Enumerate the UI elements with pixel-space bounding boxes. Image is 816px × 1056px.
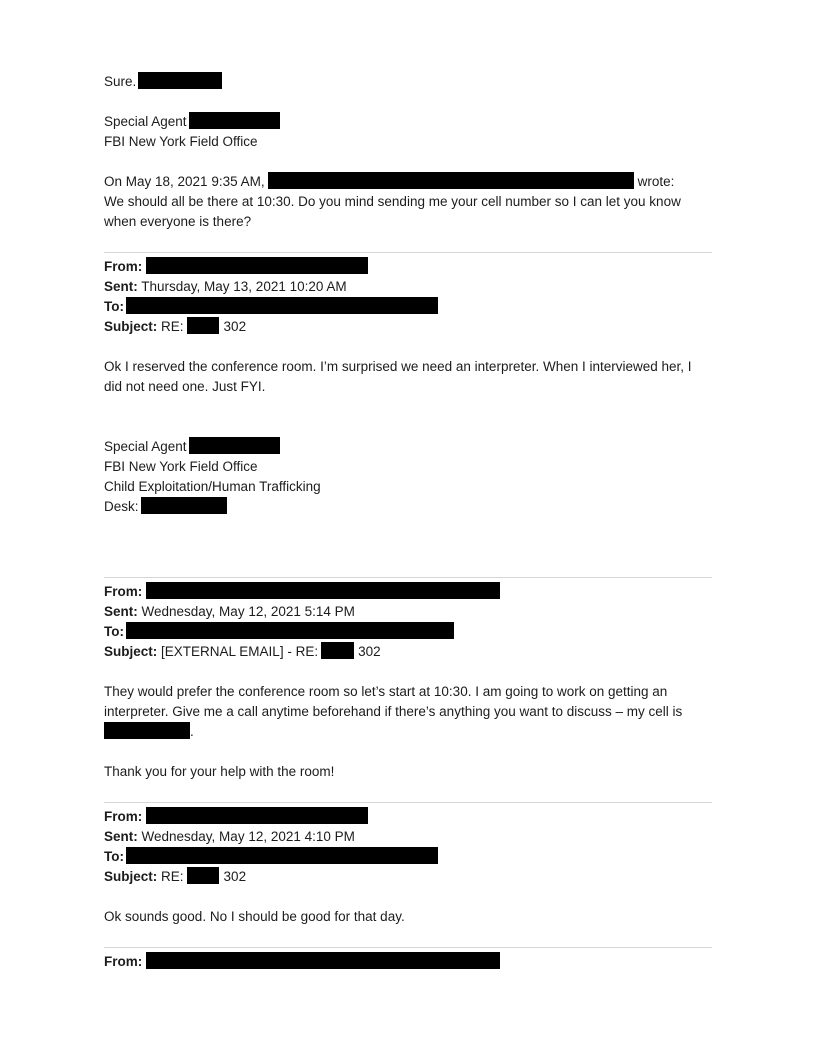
email3-sent bbox=[104, 827, 355, 847]
sent-label: Sent: bbox=[104, 279, 138, 294]
email1-subject bbox=[104, 317, 246, 337]
email3-from bbox=[104, 807, 368, 827]
divider bbox=[104, 252, 712, 253]
email1-sent bbox=[104, 277, 347, 297]
email2-sent bbox=[104, 602, 355, 622]
subject-prefix: RE: bbox=[161, 319, 184, 334]
to-label: To: bbox=[104, 299, 124, 314]
redaction-block bbox=[104, 722, 190, 739]
from-label: From: bbox=[104, 259, 143, 274]
sig-desk-label: Desk: bbox=[104, 499, 139, 514]
signature-title: Special Agent bbox=[104, 114, 187, 129]
email1-sig-title-line bbox=[104, 437, 280, 457]
redaction-block bbox=[138, 72, 222, 89]
redaction-block bbox=[268, 172, 634, 189]
redaction-block bbox=[187, 867, 219, 884]
to-label: To: bbox=[104, 624, 124, 639]
sent-value: Thursday, May 13, 2021 10:20 AM bbox=[141, 279, 347, 294]
sent-value: Wednesday, May 12, 2021 5:14 PM bbox=[141, 604, 355, 619]
greeting-line bbox=[104, 72, 222, 92]
email1-sig-office: FBI New York Field Office bbox=[104, 459, 258, 474]
subject-label: Subject: bbox=[104, 869, 158, 884]
quote-intro-suffix: wrote: bbox=[637, 174, 675, 189]
redaction-block bbox=[126, 622, 454, 639]
email1-from bbox=[104, 257, 368, 277]
email2-body-line-3 bbox=[104, 722, 194, 742]
redaction-block bbox=[187, 317, 219, 334]
quote-intro-prefix: On May 18, 2021 9:35 AM, bbox=[104, 174, 265, 189]
redaction-block bbox=[146, 807, 368, 824]
redaction-block bbox=[189, 437, 280, 454]
from-label: From: bbox=[104, 809, 143, 824]
redaction-block bbox=[141, 497, 227, 514]
subject-label: Subject: bbox=[104, 644, 158, 659]
subject-suffix: 302 bbox=[223, 319, 247, 334]
sent-label: Sent: bbox=[104, 604, 138, 619]
email2-thanks: Thank you for your help with the room! bbox=[104, 764, 335, 779]
email1-to bbox=[104, 297, 438, 317]
subject-prefix: [EXTERNAL EMAIL] - RE: bbox=[161, 644, 319, 659]
email1-sig-desk-line bbox=[104, 497, 227, 517]
greeting-text: Sure. bbox=[104, 74, 137, 89]
email1-body-line-1: Ok I reserved the conference room. I’m surprised we need an interpreter. When I interviewed her, I bbox=[104, 359, 692, 374]
email2-body-line-2: interpreter. Give me a call anytime beforehand if there’s anything you want to discuss – my cell is bbox=[104, 704, 683, 719]
redaction-block bbox=[146, 582, 500, 599]
email3-to bbox=[104, 847, 438, 867]
divider bbox=[104, 802, 712, 803]
subject-suffix: 302 bbox=[223, 869, 247, 884]
divider bbox=[104, 577, 712, 578]
from-label: From: bbox=[104, 584, 143, 599]
from-label: From: bbox=[104, 954, 143, 969]
redaction-block bbox=[189, 112, 280, 129]
email2-to bbox=[104, 622, 454, 642]
subject-label: Subject: bbox=[104, 319, 158, 334]
sent-label: Sent: bbox=[104, 829, 138, 844]
email2-subject bbox=[104, 642, 381, 662]
email4-from bbox=[104, 952, 500, 972]
to-label: To: bbox=[104, 849, 124, 864]
subject-prefix: RE: bbox=[161, 869, 184, 884]
divider bbox=[104, 947, 712, 948]
redaction-block bbox=[321, 642, 354, 659]
redaction-block bbox=[146, 257, 368, 274]
signature-title-line bbox=[104, 112, 280, 132]
subject-suffix: 302 bbox=[358, 644, 381, 659]
email1-sig-unit: Child Exploitation/Human Trafficking bbox=[104, 479, 321, 494]
email2-body-line-1: They would prefer the conference room so let’s start at 10:30. I am going to work on getting an bbox=[104, 684, 668, 699]
sig-title: Special Agent bbox=[104, 439, 187, 454]
redaction-block bbox=[146, 952, 500, 969]
quote-line-2: when everyone is there? bbox=[104, 214, 252, 229]
email3-subject bbox=[104, 867, 246, 887]
quote-line-1: We should all be there at 10:30. Do you mind sending me your cell number so I can let you know bbox=[104, 194, 681, 209]
signature-office: FBI New York Field Office bbox=[104, 134, 258, 149]
redaction-block bbox=[126, 847, 438, 864]
quote-intro-line bbox=[104, 172, 674, 192]
body-line-3-tail: . bbox=[190, 724, 194, 739]
email1-body-line-2: did not need one. Just FYI. bbox=[104, 379, 266, 394]
sent-value: Wednesday, May 12, 2021 4:10 PM bbox=[141, 829, 355, 844]
email2-from bbox=[104, 582, 500, 602]
redaction-block bbox=[126, 297, 438, 314]
email3-body-line-1: Ok sounds good. No I should be good for that day. bbox=[104, 909, 405, 924]
